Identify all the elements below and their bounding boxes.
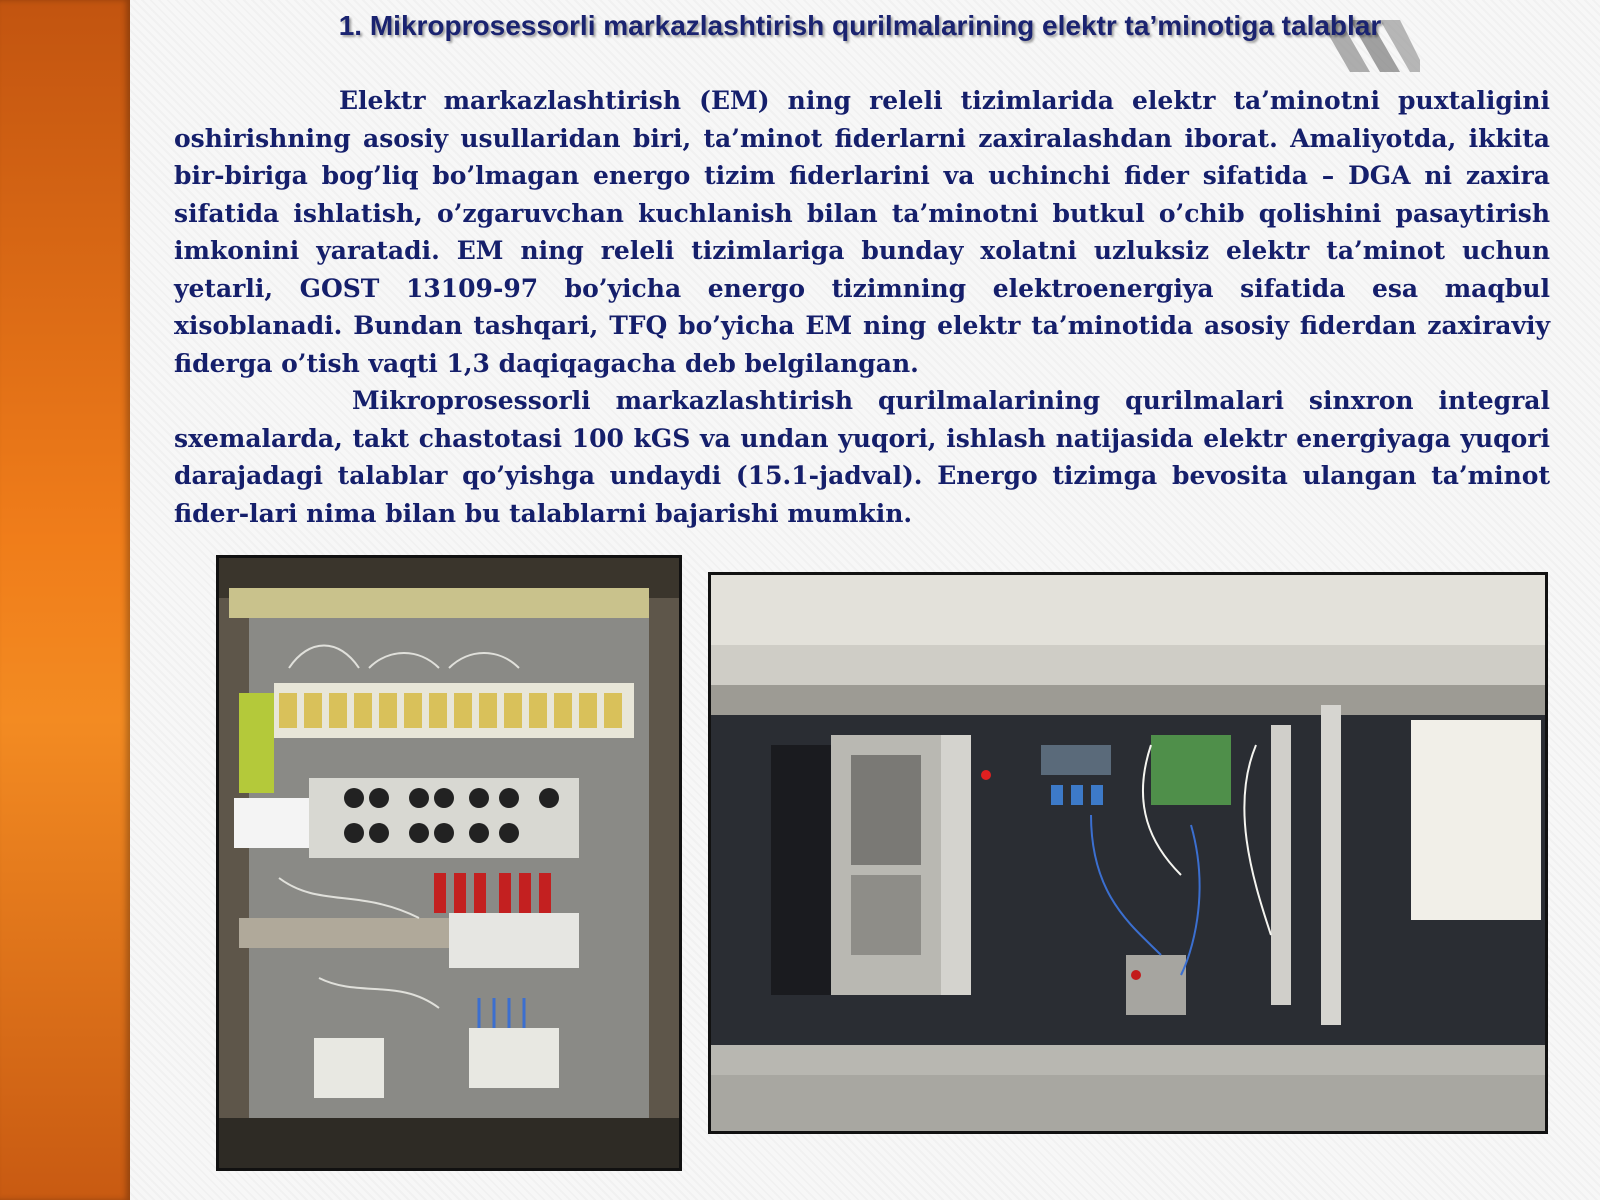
body-text: [174, 82, 1550, 532]
equipment-rack-photo: [708, 572, 1548, 1134]
orange-side-bar: [0, 0, 130, 1200]
electrical-cabinet-photo: [216, 555, 682, 1171]
slide-title: 1. Mikroprosessorli markazlashtirish qurilmalarining elektr ta’minotiga talablar: [338, 10, 1382, 41]
paragraph-2: Mikroprosessorli markazlashtirish qurilmalarining qurilmalari sinxron integral sxemalarda, takt chastotasi 100 kGS va undan yuqori, ishlash natijasida elektr energiyaga yuqori darajadagi talablar qo’yishga undaydi (15.1-jadval). Energo tizimga bevosita ulangan ta’minot fider-lari nima bilan bu talablarni bajarishi mumkin.: [174, 386, 1550, 528]
paragraph-1: Elektr markazlashtirish (EM) ning releli tizimlarida elektr ta’minotni puxtaligini oshirishning asosiy usullaridan biri, ta’minot fiderlarni zaxiralashdan iborat. Amaliyotda, ikkita bir-biriga bog’liq bo’lmagan energo tizim fiderlarini va uchinchi fider sifatida – DGA ni zaxira sifatida ishlatish, o’zgaruvchan kuchlanish bilan ta’minotni butkul o’chib qolishini pasaytirish imkonini yaratadi. EM ning releli tizimlariga bunday xolatni uzluksiz elektr ta’minot uchun yetarli, GOST 13109-97 bo’yicha energo tizimning elektroenergiya sifatida esa maqbul xisoblanadi. Bundan tashqari, TFQ bo’yicha EM ning elektr ta’minotida asosiy fiderdan zaxiraviy fiderga o’tish vaqti 1,3 daqiqagacha deb belgilangan.: [174, 86, 1550, 378]
